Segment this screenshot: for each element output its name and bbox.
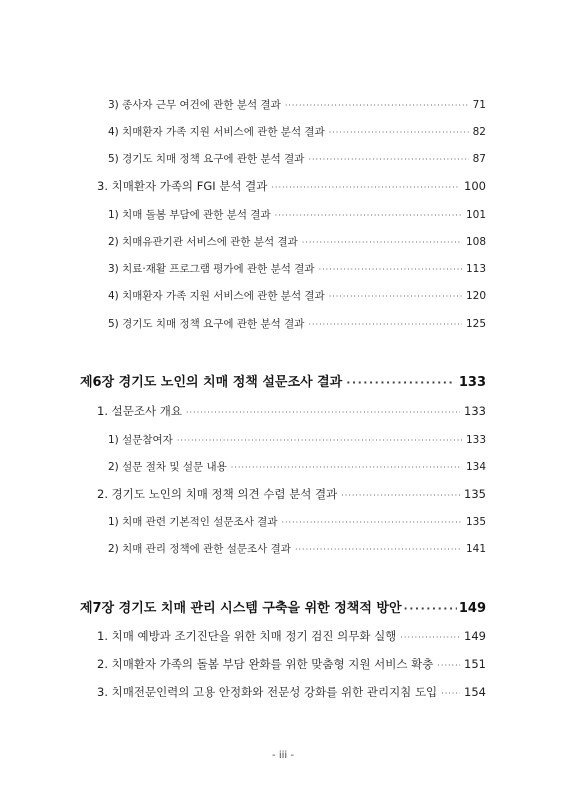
toc-entry-label: 2) 설문 절차 및 설문 내용: [108, 461, 227, 473]
leader-dots: [404, 602, 457, 615]
leader-dots: [400, 633, 460, 642]
leader-dots: [281, 518, 461, 527]
toc-entry-label: 2. 경기도 노인의 치매 정책 의견 수렴 분석 결과: [97, 487, 338, 501]
toc-entry[interactable]: [108, 459, 486, 473]
leader-dots: [271, 183, 460, 192]
toc-entry[interactable]: [108, 234, 486, 248]
toc-entry-label: 4) 치매환자 가족 지원 서비스에 관한 분석 결과: [108, 126, 325, 138]
toc-entry-label: 3. 치매환자 가족의 FGI 분석 결과: [97, 179, 268, 193]
toc-entry[interactable]: [108, 288, 486, 302]
toc-entry-page: 149: [464, 629, 486, 643]
page-number-footer: - iii -: [272, 750, 294, 761]
toc-chapter-7[interactable]: [80, 597, 486, 615]
toc-entry-page: 135: [464, 487, 486, 501]
toc-section-entry[interactable]: [97, 656, 486, 672]
chapter-title: 제7장 경기도 치매 관리 시스템 구축을 위한 정책적 방안: [80, 601, 402, 615]
toc-entry-page: 125: [465, 318, 486, 330]
toc-entry-page: 71: [472, 99, 486, 111]
toc-entry[interactable]: [108, 541, 486, 555]
leader-dots: [285, 101, 469, 110]
chapter-page: 149: [458, 601, 486, 615]
toc-entry[interactable]: [108, 124, 486, 138]
toc-entry-label: 1. 설문조사 개요: [97, 404, 182, 418]
toc-entry-page: 133: [464, 404, 486, 418]
toc-entry-label: 2) 치매 관리 정책에 관한 설문조사 결과: [108, 543, 291, 555]
toc-entry-label: 5) 경기도 치매 정책 요구에 관한 분석 결과: [108, 318, 305, 330]
leader-dots: [186, 408, 460, 417]
leader-dots: [441, 689, 460, 698]
toc-entry[interactable]: [108, 97, 486, 111]
toc-entry-label: 5) 경기도 치매 정책 요구에 관한 분석 결과: [108, 153, 305, 165]
leader-dots: [308, 155, 468, 164]
toc-entry[interactable]: [108, 207, 486, 221]
toc-chapter-6[interactable]: [80, 371, 486, 389]
toc-entry-label: 1. 치매 예방과 조기진단을 위한 치매 정기 검진 의무화 실행: [97, 629, 397, 643]
toc-entry-page: 135: [465, 516, 486, 528]
leader-dots: [329, 128, 469, 137]
toc-section-entry[interactable]: [97, 178, 486, 194]
leader-dots: [329, 292, 462, 301]
toc-entry-label: 1) 설문참여자: [108, 434, 173, 446]
toc-entry[interactable]: [108, 316, 486, 330]
toc-section-entry[interactable]: [97, 486, 486, 502]
toc-entry-page: 82: [472, 126, 486, 138]
toc-entry[interactable]: [108, 151, 486, 165]
toc-entry-page: 101: [465, 209, 486, 221]
toc-entry[interactable]: [108, 432, 486, 446]
leader-dots: [346, 376, 455, 389]
leader-dots: [302, 238, 462, 247]
toc-entry[interactable]: [108, 514, 486, 528]
toc-entry-page: 141: [465, 543, 486, 555]
leader-dots: [275, 211, 462, 220]
toc-entry-page: 108: [465, 236, 486, 248]
leader-dots: [437, 661, 460, 670]
toc-entry-label: 1) 치매 돌봄 부담에 관한 분석 결과: [108, 209, 271, 221]
toc-entry-label: 3) 치료·재활 프로그램 평가에 관한 분석 결과: [108, 263, 315, 275]
toc-entry-page: 120: [465, 290, 486, 302]
toc-entry-page: 113: [465, 263, 486, 275]
toc-entry-page: 100: [464, 179, 486, 193]
toc-entry-page: 134: [465, 461, 486, 473]
leader-dots: [319, 265, 462, 274]
toc-entry-page: 151: [464, 657, 486, 671]
toc-section-entry[interactable]: [97, 684, 486, 700]
toc-section-entry[interactable]: [97, 403, 486, 419]
chapter-page: 133: [458, 375, 486, 389]
toc-entry-label: 2) 치매유관기관 서비스에 관한 분석 결과: [108, 236, 298, 248]
toc-entry[interactable]: [108, 261, 486, 275]
toc-entry-label: 1) 치매 관련 기본적인 설문조사 결과: [108, 516, 278, 528]
toc-entry-label: 4) 치매환자 가족 지원 서비스에 관한 분석 결과: [108, 290, 325, 302]
toc-entry-label: 3) 종사자 근무 여건에 관한 분석 결과: [108, 99, 281, 111]
leader-dots: [295, 545, 462, 554]
leader-dots: [341, 491, 460, 500]
leader-dots: [177, 436, 462, 445]
toc-entry-page: 154: [464, 685, 486, 699]
chapter-title: 제6장 경기도 노인의 치매 정책 설문조사 결과: [80, 375, 343, 389]
toc-entry-page: 87: [472, 153, 486, 165]
toc-entry-page: 133: [465, 434, 486, 446]
leader-dots: [308, 320, 462, 329]
toc-entry-label: 3. 치매전문인력의 고용 안정화와 전문성 강화를 위한 관리지침 도입: [97, 685, 438, 699]
leader-dots: [231, 463, 462, 472]
toc-entry-label: 2. 치매환자 가족의 돌봄 부담 완화를 위한 맞춤형 지원 서비스 확충: [97, 657, 434, 671]
toc-section-entry[interactable]: [97, 628, 486, 644]
